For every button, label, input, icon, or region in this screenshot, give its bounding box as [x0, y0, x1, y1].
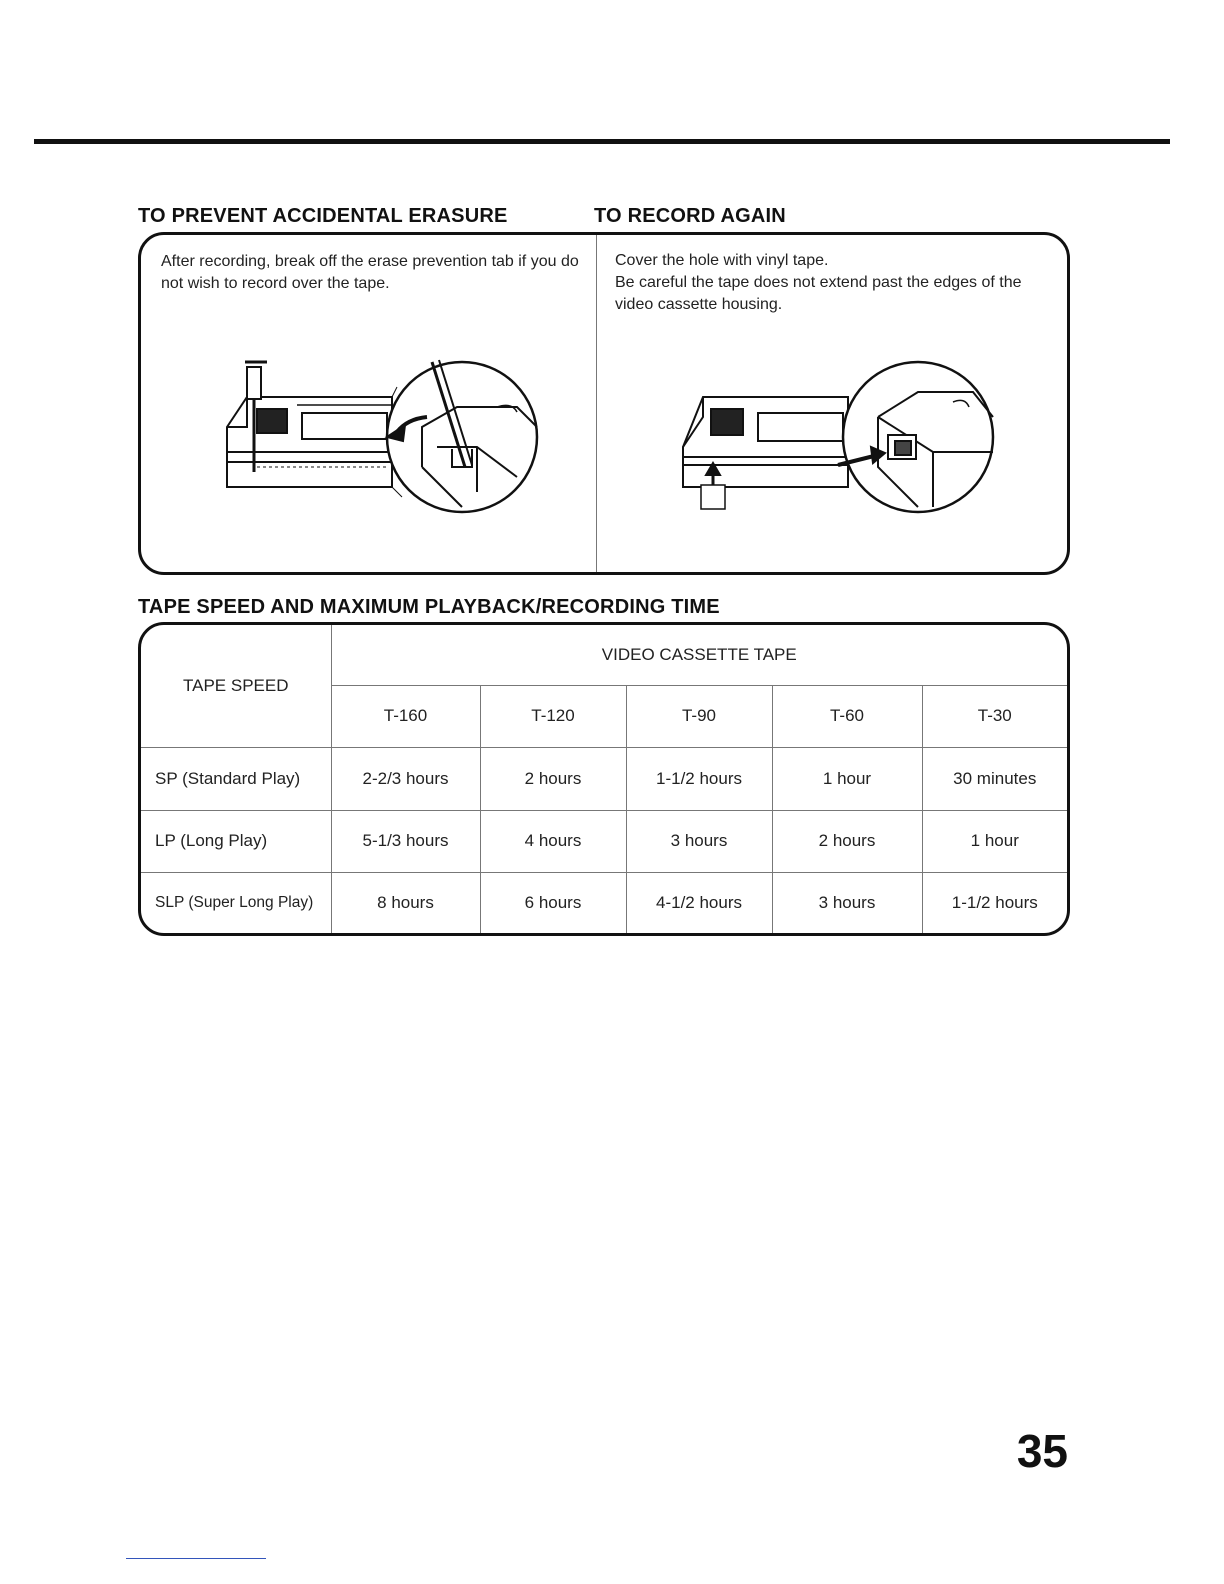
table-row [141, 810, 1067, 872]
table-cell: 1-1/2 hours [922, 872, 1067, 933]
erasure-heading: TO PREVENT ACCIDENTAL ERASURE [138, 205, 508, 227]
row-label: LP (Long Play) [141, 810, 331, 872]
table-cell: 5-1/3 hours [331, 810, 480, 872]
table-cell: 6 hours [480, 872, 626, 933]
table-cell: 2 hours [772, 810, 922, 872]
column-header: T-30 [922, 685, 1067, 747]
cassette-vinyl-tape-illustration [673, 357, 1003, 517]
table-cell: 2 hours [480, 747, 626, 810]
record-again-instruction-line2: Be careful the tape does not extend past the edges of the video cassette housing. [615, 274, 1022, 313]
table-cell: 4-1/2 hours [626, 872, 772, 933]
table-cell: 2-2/3 hours [331, 747, 480, 810]
table-cell: 1 hour [772, 747, 922, 810]
erasure-instructions-box [138, 232, 1070, 575]
group-header: VIDEO CASSETTE TAPE [331, 625, 1067, 685]
record-again-instruction [615, 250, 1055, 316]
column-header: T-160 [331, 685, 480, 747]
page-number: 35 [1016, 1425, 1068, 1477]
column-header: T-60 [772, 685, 922, 747]
row-label: SP (Standard Play) [141, 747, 331, 810]
corner-header: TAPE SPEED [141, 625, 331, 747]
table-row [141, 747, 1067, 810]
table-row [141, 872, 1067, 933]
table-cell: 30 minutes [922, 747, 1067, 810]
table-cell: 1 hour [922, 810, 1067, 872]
table-cell: 1-1/2 hours [626, 747, 772, 810]
erasure-instruction [161, 251, 581, 295]
cassette-screwdriver-illustration [217, 357, 547, 517]
table-cell: 8 hours [331, 872, 480, 933]
record-again-instruction-line1: Cover the hole with vinyl tape. [615, 252, 829, 269]
table-cell: 3 hours [772, 872, 922, 933]
top-rule [34, 139, 1170, 144]
tape-speed-table-box [138, 622, 1070, 936]
column-header: T-90 [626, 685, 772, 747]
footer-rule [126, 1558, 266, 1559]
erasure-instruction-text: After recording, break off the erase prevention tab if you do not wish to record over the tape. [161, 253, 579, 292]
box-divider [596, 235, 597, 572]
row-label: SLP (Super Long Play) [141, 872, 331, 933]
table-cell: 4 hours [480, 810, 626, 872]
record-again-heading: TO RECORD AGAIN [594, 205, 786, 227]
speed-heading: TAPE SPEED AND MAXIMUM PLAYBACK/RECORDING TIME [138, 596, 720, 618]
tape-speed-table [141, 625, 1067, 933]
table-cell: 3 hours [626, 810, 772, 872]
column-header: T-120 [480, 685, 626, 747]
